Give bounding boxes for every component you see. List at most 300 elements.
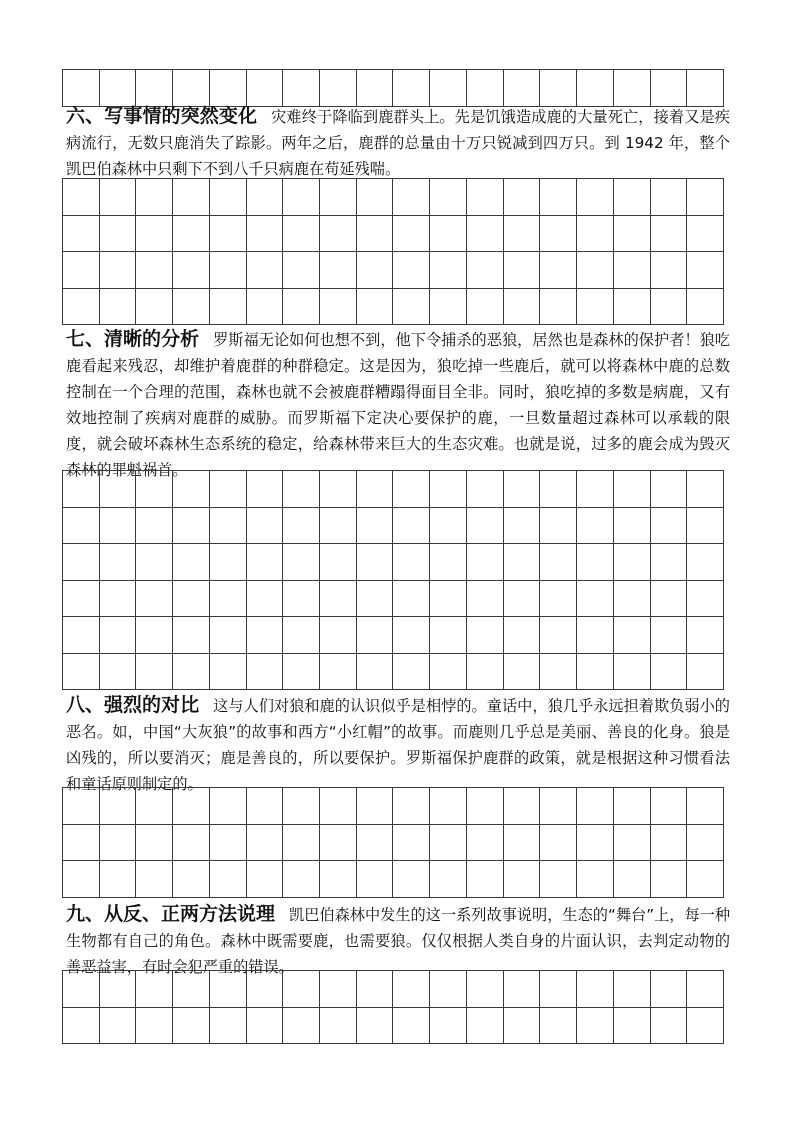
writing-grid-3[interactable] (62, 787, 724, 898)
grid-cell[interactable] (63, 788, 100, 825)
grid-cell[interactable] (173, 70, 210, 107)
grid-cell[interactable] (136, 70, 173, 107)
grid-cell[interactable] (320, 508, 357, 545)
grid-cell[interactable] (393, 70, 430, 107)
grid-cell[interactable] (614, 581, 651, 618)
grid-cell[interactable] (467, 544, 504, 581)
grid-cell[interactable] (210, 971, 247, 1008)
grid-cell[interactable] (357, 179, 394, 216)
grid-cell[interactable] (540, 544, 577, 581)
writing-grid-4[interactable] (62, 970, 724, 1044)
section-8 (66, 692, 730, 797)
grid-cell[interactable] (283, 617, 320, 654)
grid-cell[interactable] (614, 825, 651, 862)
grid-cell[interactable] (100, 971, 137, 1008)
grid-cell[interactable] (100, 788, 137, 825)
grid-cell[interactable] (540, 654, 577, 691)
grid-cell[interactable] (136, 252, 173, 289)
grid-cell[interactable] (247, 654, 284, 691)
grid-cell[interactable] (247, 216, 284, 253)
grid-cell[interactable] (577, 471, 614, 508)
grid-cell[interactable] (136, 825, 173, 862)
grid-cell[interactable] (100, 289, 137, 326)
grid-cell[interactable] (651, 581, 688, 618)
grid-cell[interactable] (540, 252, 577, 289)
grid-cell[interactable] (651, 70, 688, 107)
grid-cell[interactable] (651, 861, 688, 898)
grid-cell[interactable] (173, 471, 210, 508)
grid-cell[interactable] (430, 179, 467, 216)
grid-cell[interactable] (357, 861, 394, 898)
section-6 (66, 103, 730, 182)
grid-cell[interactable] (651, 1008, 688, 1045)
grid-cell[interactable] (357, 289, 394, 326)
grid-cell[interactable] (283, 252, 320, 289)
grid-cell[interactable] (504, 825, 541, 862)
grid-cell[interactable] (430, 971, 467, 1008)
grid-cell[interactable] (283, 1008, 320, 1045)
grid-cell[interactable] (320, 861, 357, 898)
grid-cell[interactable] (614, 654, 651, 691)
grid-cell[interactable] (210, 788, 247, 825)
grid-cell[interactable] (320, 788, 357, 825)
grid-cell[interactable] (504, 471, 541, 508)
grid-cell[interactable] (393, 252, 430, 289)
grid-cell[interactable] (430, 216, 467, 253)
grid-cell[interactable] (540, 1008, 577, 1045)
grid-cell[interactable] (247, 1008, 284, 1045)
grid-cell[interactable] (430, 471, 467, 508)
grid-cell[interactable] (210, 179, 247, 216)
grid-cell[interactable] (173, 544, 210, 581)
grid-cell[interactable] (247, 179, 284, 216)
grid-cell[interactable] (467, 581, 504, 618)
grid-cell[interactable] (687, 252, 724, 289)
grid-cell[interactable] (210, 825, 247, 862)
grid-cell[interactable] (173, 179, 210, 216)
grid-cell[interactable] (320, 971, 357, 1008)
grid-cell[interactable] (504, 971, 541, 1008)
grid-cell[interactable] (430, 617, 467, 654)
grid-cell[interactable] (393, 654, 430, 691)
grid-cell[interactable] (100, 70, 137, 107)
grid-cell[interactable] (504, 581, 541, 618)
grid-cell[interactable] (393, 471, 430, 508)
grid-cell[interactable] (210, 252, 247, 289)
grid-cell[interactable] (210, 861, 247, 898)
grid-cell[interactable] (540, 508, 577, 545)
grid-cell[interactable] (504, 544, 541, 581)
grid-cell[interactable] (614, 252, 651, 289)
grid-cell[interactable] (540, 617, 577, 654)
grid-cell[interactable] (577, 508, 614, 545)
grid-cell[interactable] (430, 788, 467, 825)
grid-cell[interactable] (320, 471, 357, 508)
grid-cell[interactable] (283, 788, 320, 825)
grid-cell[interactable] (540, 289, 577, 326)
grid-cell[interactable] (100, 252, 137, 289)
grid-cell[interactable] (357, 544, 394, 581)
grid-cell[interactable] (283, 971, 320, 1008)
grid-cell[interactable] (173, 1008, 210, 1045)
grid-cell[interactable] (687, 971, 724, 1008)
grid-cell[interactable] (687, 216, 724, 253)
grid-cell[interactable] (504, 216, 541, 253)
grid-cell[interactable] (283, 508, 320, 545)
grid-cell[interactable] (247, 861, 284, 898)
grid-cell[interactable] (651, 654, 688, 691)
grid-cell[interactable] (614, 788, 651, 825)
grid-cell[interactable] (357, 216, 394, 253)
grid-cell[interactable] (136, 508, 173, 545)
grid-cell[interactable] (577, 581, 614, 618)
grid-cell[interactable] (393, 289, 430, 326)
grid-cell[interactable] (687, 861, 724, 898)
grid-cell[interactable] (63, 617, 100, 654)
section-heading: 六、写事情的突然变化 (66, 105, 258, 127)
grid-cell[interactable] (173, 971, 210, 1008)
grid-cell[interactable] (504, 179, 541, 216)
grid-cell[interactable] (687, 617, 724, 654)
grid-cell[interactable] (467, 617, 504, 654)
grid-cell[interactable] (283, 289, 320, 326)
grid-cell[interactable] (357, 617, 394, 654)
grid-cell[interactable] (504, 788, 541, 825)
grid-cell[interactable] (430, 289, 467, 326)
grid-cell[interactable] (577, 289, 614, 326)
grid-cell[interactable] (283, 179, 320, 216)
grid-cell[interactable] (136, 471, 173, 508)
grid-cell[interactable] (247, 508, 284, 545)
grid-cell[interactable] (283, 825, 320, 862)
grid-cell[interactable] (467, 216, 504, 253)
grid-cell[interactable] (247, 581, 284, 618)
grid-cell[interactable] (651, 289, 688, 326)
grid-cell[interactable] (687, 544, 724, 581)
grid-cell[interactable] (136, 617, 173, 654)
grid-cell[interactable] (393, 508, 430, 545)
grid-cell[interactable] (577, 544, 614, 581)
grid-cell[interactable] (540, 861, 577, 898)
grid-cell[interactable] (467, 471, 504, 508)
grid-cell[interactable] (687, 788, 724, 825)
grid-cell[interactable] (173, 289, 210, 326)
grid-cell[interactable] (577, 1008, 614, 1045)
grid-cell[interactable] (577, 179, 614, 216)
grid-cell[interactable] (540, 971, 577, 1008)
grid-cell[interactable] (283, 581, 320, 618)
grid-cell[interactable] (173, 788, 210, 825)
grid-cell[interactable] (136, 544, 173, 581)
grid-cell[interactable] (136, 581, 173, 618)
grid-cell[interactable] (577, 788, 614, 825)
grid-cell[interactable] (357, 654, 394, 691)
grid-cell[interactable] (247, 617, 284, 654)
grid-cell[interactable] (467, 971, 504, 1008)
grid-cell[interactable] (247, 70, 284, 107)
grid-cell[interactable] (210, 70, 247, 107)
grid-cell[interactable] (651, 179, 688, 216)
grid-cell[interactable] (247, 971, 284, 1008)
grid-cell[interactable] (651, 471, 688, 508)
grid-cell[interactable] (540, 788, 577, 825)
grid-cell[interactable] (430, 581, 467, 618)
grid-cell[interactable] (540, 70, 577, 107)
grid-cell[interactable] (577, 617, 614, 654)
grid-cell[interactable] (393, 179, 430, 216)
grid-cell[interactable] (614, 861, 651, 898)
grid-cell[interactable] (100, 581, 137, 618)
grid-cell[interactable] (63, 581, 100, 618)
grid-cell[interactable] (283, 861, 320, 898)
grid-cell[interactable] (540, 471, 577, 508)
grid-cell[interactable] (430, 70, 467, 107)
grid-cell[interactable] (320, 216, 357, 253)
grid-cell[interactable] (283, 544, 320, 581)
grid-cell[interactable] (467, 289, 504, 326)
grid-cell[interactable] (504, 289, 541, 326)
grid-cell[interactable] (136, 654, 173, 691)
grid-cell[interactable] (247, 825, 284, 862)
grid-cell[interactable] (63, 1008, 100, 1045)
grid-cell[interactable] (393, 861, 430, 898)
grid-cell[interactable] (100, 861, 137, 898)
grid-cell[interactable] (100, 216, 137, 253)
grid-cell[interactable] (247, 252, 284, 289)
grid-cell[interactable] (687, 70, 724, 107)
grid-cell[interactable] (430, 508, 467, 545)
grid-cell[interactable] (687, 825, 724, 862)
grid-cell[interactable] (63, 861, 100, 898)
section-body: 这与人们对狼和鹿的认识似乎是相悖的。童话中，狼几乎永远担着欺负弱小的恶名。如，中国“大灰狼”的故事和西方“小红帽”的故事。而鹿则几乎总是美丽、善良的化身。狼是凶残的，所以要消灭；鹿是善良的，所以要保护。罗斯福保护鹿群的政策，就是根据这种习惯看法和童话原则制定的。 (66, 697, 730, 793)
grid-cell[interactable] (430, 544, 467, 581)
grid-cell[interactable] (320, 70, 357, 107)
grid-cell[interactable] (687, 1008, 724, 1045)
grid-cell[interactable] (651, 617, 688, 654)
grid-cell[interactable] (614, 508, 651, 545)
grid-cell[interactable] (577, 825, 614, 862)
section-heading: 八、强烈的对比 (66, 694, 200, 716)
grid-cell[interactable] (467, 861, 504, 898)
grid-cell[interactable] (173, 654, 210, 691)
grid-cell[interactable] (467, 508, 504, 545)
grid-cell[interactable] (63, 471, 100, 508)
grid-cell[interactable] (136, 788, 173, 825)
grid-cell[interactable] (283, 654, 320, 691)
grid-cell[interactable] (504, 252, 541, 289)
grid-cell[interactable] (687, 654, 724, 691)
grid-cell[interactable] (687, 508, 724, 545)
grid-cell[interactable] (63, 508, 100, 545)
grid-cell[interactable] (173, 252, 210, 289)
grid-cell[interactable] (210, 508, 247, 545)
grid-cell[interactable] (577, 216, 614, 253)
grid-cell[interactable] (614, 70, 651, 107)
grid-cell[interactable] (320, 289, 357, 326)
grid-cell[interactable] (283, 471, 320, 508)
grid-cell[interactable] (357, 788, 394, 825)
grid-cell[interactable] (136, 1008, 173, 1045)
grid-cell[interactable] (614, 617, 651, 654)
grid-cell[interactable] (100, 617, 137, 654)
grid-cell[interactable] (357, 971, 394, 1008)
grid-cell[interactable] (393, 581, 430, 618)
grid-cell[interactable] (63, 825, 100, 862)
grid-cell[interactable] (247, 471, 284, 508)
grid-cell[interactable] (357, 252, 394, 289)
grid-cell[interactable] (614, 971, 651, 1008)
grid-cell[interactable] (63, 544, 100, 581)
writing-grid-top[interactable] (62, 69, 724, 107)
grid-cell[interactable] (320, 179, 357, 216)
grid-cell[interactable] (357, 1008, 394, 1045)
grid-cell[interactable] (687, 179, 724, 216)
grid-cell[interactable] (577, 861, 614, 898)
grid-cell[interactable] (504, 70, 541, 107)
grid-cell[interactable] (320, 825, 357, 862)
grid-cell[interactable] (357, 471, 394, 508)
section-body: 凯巴伯森林中发生的这一系列故事说明，生态的“舞台”上，每一种生物都有自己的角色。森林中既需要鹿，也需要狼。仅仅根据人类自身的片面认识，去判定动物的善恶益害，有时会犯严重的错误。 (66, 906, 731, 976)
grid-cell[interactable] (357, 70, 394, 107)
grid-cell[interactable] (210, 216, 247, 253)
grid-cell[interactable] (210, 617, 247, 654)
writing-grid-2[interactable] (62, 470, 724, 690)
grid-cell[interactable] (540, 216, 577, 253)
grid-cell[interactable] (651, 788, 688, 825)
grid-cell[interactable] (283, 216, 320, 253)
grid-cell[interactable] (540, 825, 577, 862)
grid-cell[interactable] (247, 289, 284, 326)
grid-cell[interactable] (247, 544, 284, 581)
grid-cell[interactable] (100, 825, 137, 862)
grid-cell[interactable] (651, 252, 688, 289)
grid-cell[interactable] (136, 216, 173, 253)
grid-cell[interactable] (63, 289, 100, 326)
grid-cell[interactable] (320, 617, 357, 654)
grid-cell[interactable] (210, 581, 247, 618)
grid-cell[interactable] (504, 1008, 541, 1045)
grid-cell[interactable] (577, 654, 614, 691)
grid-cell[interactable] (100, 471, 137, 508)
grid-cell[interactable] (687, 289, 724, 326)
grid-cell[interactable] (430, 825, 467, 862)
grid-cell[interactable] (393, 1008, 430, 1045)
grid-cell[interactable] (504, 617, 541, 654)
grid-cell[interactable] (320, 1008, 357, 1045)
grid-cell[interactable] (504, 508, 541, 545)
grid-cell[interactable] (651, 971, 688, 1008)
grid-cell[interactable] (136, 289, 173, 326)
grid-cell[interactable] (651, 825, 688, 862)
grid-cell[interactable] (100, 508, 137, 545)
grid-cell[interactable] (173, 216, 210, 253)
grid-cell[interactable] (467, 654, 504, 691)
grid-cell[interactable] (651, 508, 688, 545)
grid-cell[interactable] (100, 654, 137, 691)
grid-cell[interactable] (357, 508, 394, 545)
grid-cell[interactable] (614, 289, 651, 326)
grid-cell[interactable] (393, 216, 430, 253)
grid-cell[interactable] (63, 179, 100, 216)
grid-cell[interactable] (173, 508, 210, 545)
grid-cell[interactable] (210, 544, 247, 581)
grid-cell[interactable] (320, 544, 357, 581)
grid-cell[interactable] (393, 544, 430, 581)
grid-cell[interactable] (467, 179, 504, 216)
grid-cell[interactable] (136, 861, 173, 898)
grid-cell[interactable] (577, 252, 614, 289)
grid-cell[interactable] (100, 544, 137, 581)
grid-cell[interactable] (173, 617, 210, 654)
grid-cell[interactable] (467, 1008, 504, 1045)
grid-cell[interactable] (173, 825, 210, 862)
grid-cell[interactable] (357, 581, 394, 618)
section-9 (66, 901, 730, 980)
grid-cell[interactable] (393, 971, 430, 1008)
grid-cell[interactable] (651, 544, 688, 581)
grid-cell[interactable] (430, 861, 467, 898)
grid-cell[interactable] (357, 825, 394, 862)
grid-cell[interactable] (173, 581, 210, 618)
grid-cell[interactable] (687, 471, 724, 508)
grid-cell[interactable] (467, 825, 504, 862)
grid-cell[interactable] (467, 252, 504, 289)
grid-cell[interactable] (430, 654, 467, 691)
grid-cell[interactable] (651, 216, 688, 253)
grid-cell[interactable] (320, 654, 357, 691)
grid-cell[interactable] (614, 1008, 651, 1045)
grid-cell[interactable] (504, 861, 541, 898)
grid-cell[interactable] (393, 617, 430, 654)
grid-cell[interactable] (393, 788, 430, 825)
grid-cell[interactable] (430, 252, 467, 289)
grid-cell[interactable] (210, 289, 247, 326)
grid-cell[interactable] (504, 654, 541, 691)
grid-cell[interactable] (320, 252, 357, 289)
grid-cell[interactable] (63, 971, 100, 1008)
grid-cell[interactable] (63, 252, 100, 289)
grid-cell[interactable] (467, 788, 504, 825)
grid-cell[interactable] (173, 861, 210, 898)
grid-cell[interactable] (210, 654, 247, 691)
writing-grid-1[interactable] (62, 178, 724, 325)
grid-cell[interactable] (614, 471, 651, 508)
grid-cell[interactable] (540, 179, 577, 216)
grid-cell[interactable] (247, 788, 284, 825)
grid-cell[interactable] (136, 971, 173, 1008)
grid-cell[interactable] (283, 70, 320, 107)
grid-cell[interactable] (100, 1008, 137, 1045)
grid-cell[interactable] (687, 581, 724, 618)
grid-cell[interactable] (393, 825, 430, 862)
grid-cell[interactable] (210, 471, 247, 508)
grid-cell[interactable] (577, 70, 614, 107)
grid-cell[interactable] (63, 654, 100, 691)
grid-cell[interactable] (320, 581, 357, 618)
grid-cell[interactable] (136, 179, 173, 216)
grid-cell[interactable] (210, 1008, 247, 1045)
grid-cell[interactable] (577, 971, 614, 1008)
grid-cell[interactable] (614, 544, 651, 581)
grid-cell[interactable] (467, 70, 504, 107)
grid-cell[interactable] (540, 581, 577, 618)
grid-cell[interactable] (614, 216, 651, 253)
grid-cell[interactable] (63, 216, 100, 253)
grid-cell[interactable] (100, 179, 137, 216)
grid-cell[interactable] (614, 179, 651, 216)
grid-cell[interactable] (430, 1008, 467, 1045)
grid-cell[interactable] (63, 70, 100, 107)
